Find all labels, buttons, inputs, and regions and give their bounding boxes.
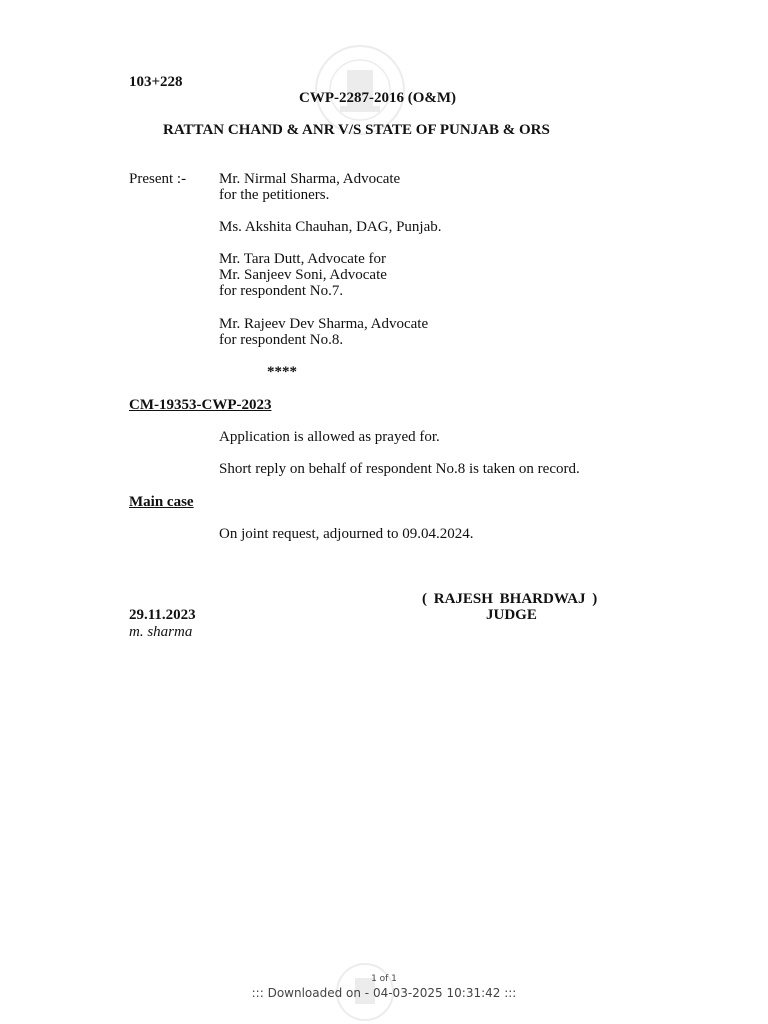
download-stamp: ::: Downloaded on - 04-03-2025 10:31:42 ::: <box>251 986 517 1000</box>
appearance-line: Mr. Rajeev Dev Sharma, Advocate <box>219 316 429 332</box>
appearance-line: Mr. Sanjeev Soni, Advocate <box>219 267 387 283</box>
judge-name: ( RAJESH BHARDWAJ ) <box>422 591 598 607</box>
appearance-line: for respondent No.8. <box>219 332 344 348</box>
judge-title: JUDGE <box>486 607 537 623</box>
appearance-line: Ms. Akshita Chauhan, DAG, Punjab. <box>219 219 442 235</box>
main-case-order: On joint request, adjourned to 09.04.2024. <box>219 526 474 542</box>
present-label: Present :- <box>129 171 187 187</box>
case-parties-title: RATTAN CHAND & ANR V/S STATE OF PUNJAB & ORS <box>163 122 550 138</box>
appearance-line: for the petitioners. <box>219 187 330 203</box>
stenographer-initials: m. sharma <box>129 624 193 640</box>
cm-heading: CM-19353-CWP-2023 <box>129 397 272 413</box>
appearance-line: Mr. Tara Dutt, Advocate for <box>219 251 386 267</box>
order-date: 29.11.2023 <box>129 607 196 623</box>
main-case-heading: Main case <box>129 494 194 510</box>
appearance-line: Mr. Nirmal Sharma, Advocate <box>219 171 401 187</box>
case-number: CWP-2287-2016 (O&M) <box>299 90 457 106</box>
case-serial-number: 103+228 <box>129 74 183 90</box>
appearance-line: for respondent No.7. <box>219 283 344 299</box>
cm-order-line: Application is allowed as prayed for. <box>219 429 440 445</box>
cm-order-line: Short reply on behalf of respondent No.8 is taken on record. <box>219 461 580 477</box>
page-number: 1 of 1 <box>371 974 397 984</box>
section-separator: **** <box>267 364 297 380</box>
